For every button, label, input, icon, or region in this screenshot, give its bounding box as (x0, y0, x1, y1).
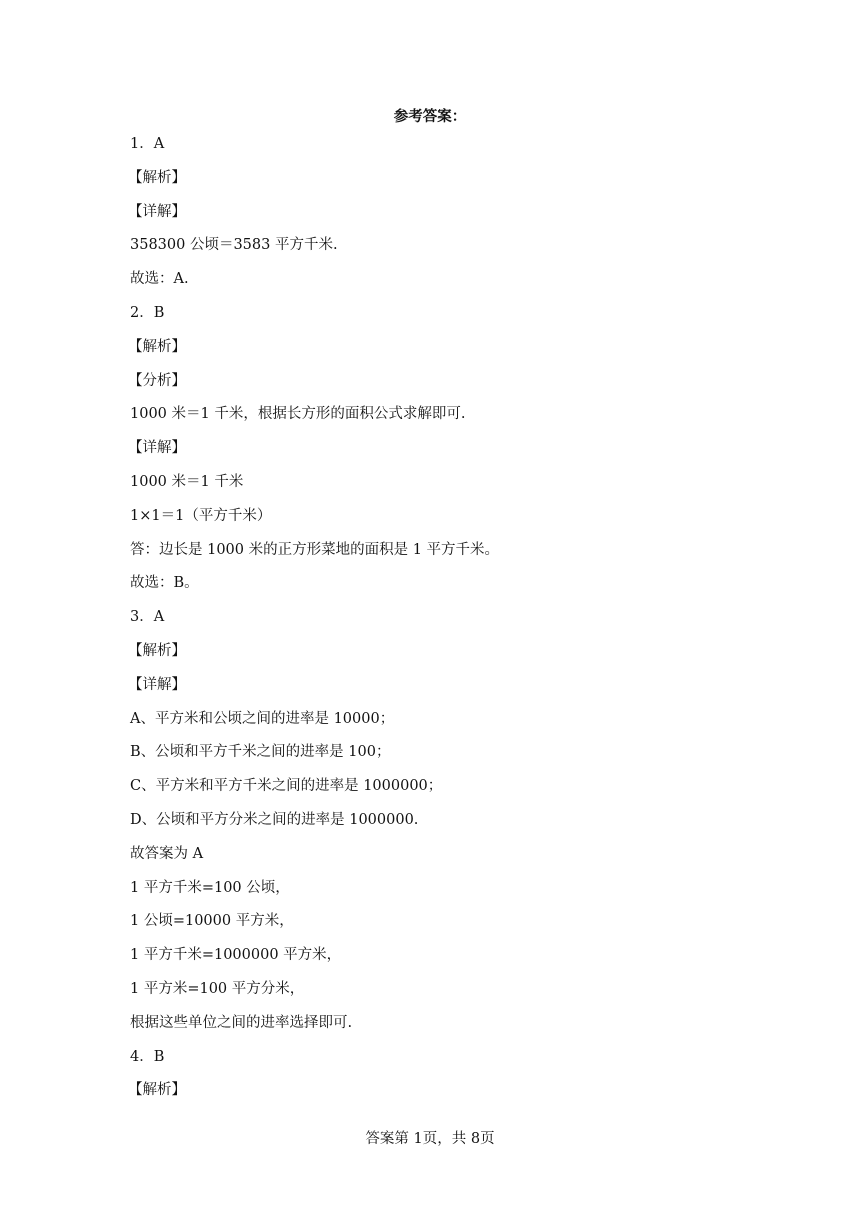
answer-line: 【详解】 (128, 440, 186, 457)
answer-line: 【分析】 (128, 372, 186, 389)
answer-line: 【解析】 (128, 338, 186, 355)
answer-line: A、平方米和公顷之间的进率是 10000； (130, 710, 395, 727)
answer-line: 【解析】 (128, 169, 186, 186)
answer-line: 答：边长是 1000 米的正方形菜地的面积是 1 平方千米。 (130, 541, 500, 558)
answer-line: 【解析】 (128, 642, 186, 659)
answer-line: 故选：B。 (130, 575, 199, 592)
answer-line: 1．A (130, 136, 165, 152)
answer-line: C、平方米和平方千米之间的进率是 1000000； (130, 778, 443, 795)
answer-line: 根据这些单位之间的进率选择即可. (130, 1014, 353, 1031)
answer-line: 1 平方米=100 平方分米， (130, 980, 305, 997)
answer-line: 3．A (130, 609, 165, 626)
answer-line: 1×1＝1（平方千米） (130, 507, 272, 524)
answer-line: 【详解】 (128, 203, 186, 220)
page-footer: 答案第 1页，共 8页 (365, 1131, 495, 1147)
answer-line: 故答案为 A (130, 845, 204, 862)
answer-line: 故选：A. (130, 271, 189, 288)
page-title: 参考答案： (393, 108, 467, 125)
answer-line: B、公顷和平方千米之间的进率是 100； (130, 744, 391, 761)
answer-line: 2．B (130, 304, 165, 321)
answer-line: 1000 米＝1 千米 (130, 473, 244, 490)
answer-line: 1 平方千米=100 公顷， (130, 879, 290, 896)
answer-line: 【解析】 (128, 1082, 186, 1099)
answer-line: D、公顷和平方分米之间的进率是 1000000. (130, 811, 419, 828)
answer-line: 1 公顷=10000 平方米， (130, 913, 294, 930)
answer-line: 【详解】 (128, 676, 186, 693)
answer-line: 1 平方千米=1000000 平方米， (130, 947, 342, 964)
answer-line: 358300 公顷＝3583 平方千米. (130, 237, 338, 254)
answer-line: 1000 米＝1 千米，根据长方形的面积公式求解即可. (130, 406, 466, 423)
answer-line: 4．B (130, 1048, 165, 1065)
answer-content (130, 134, 750, 1114)
